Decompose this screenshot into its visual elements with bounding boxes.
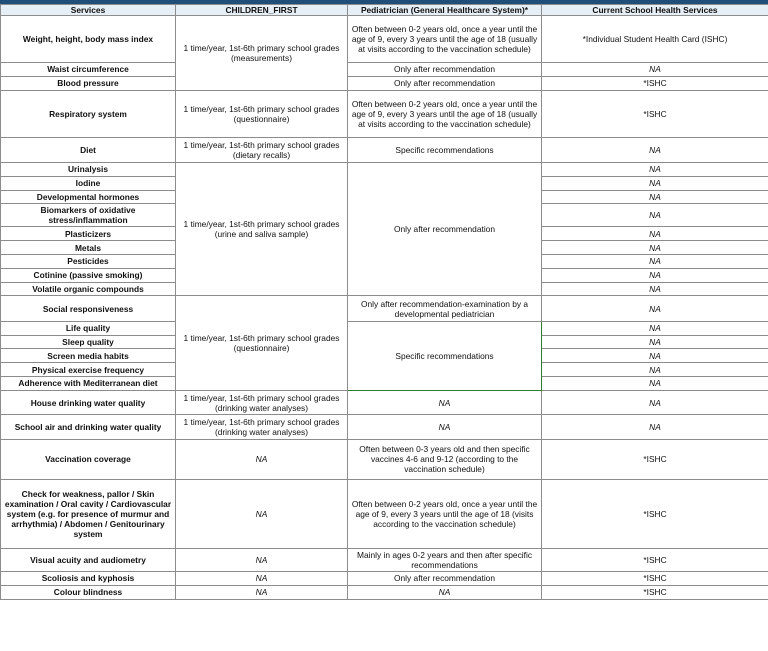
pediatrician-cell: Only after recommendation [348,63,542,77]
school-health-cell: *ISHC [542,548,768,571]
children-first-cell: 1 time/year, 1st-6th primary school grades (dietary recalls) [176,137,348,162]
school-health-cell: NA [542,227,768,241]
header-row [1,5,768,16]
table-row [1,415,768,440]
school-health-cell: NA [542,162,768,176]
school-health-cell: NA [542,321,768,335]
school-health-cell: NA [542,363,768,377]
school-health-cell: NA [542,376,768,390]
children-first-cell: 1 time/year, 1st-6th primary school grades (questionnaire) [176,90,348,137]
children-first-cell: 1 time/year, 1st-6th primary school grades (urine and saliva sample) [176,162,348,295]
service-cell: Life quality [1,321,176,335]
pediatrician-cell: Only after recommendation-examination by a developmental pediatrician [348,296,542,321]
pediatrician-cell: Specific recommendations [348,321,542,390]
school-health-cell: *ISHC [542,90,768,137]
children-first-cell: 1 time/year, 1st-6th primary school grades (measurements) [176,16,348,91]
school-health-cell: *Individual Student Health Card (ISHC) [542,16,768,63]
school-health-cell: NA [542,254,768,268]
service-cell: Blood pressure [1,76,176,90]
pediatrician-cell: NA [348,585,542,599]
service-cell: Biomarkers of oxidative stress/inflammation [1,204,176,227]
school-health-cell: NA [542,415,768,440]
table-row [1,390,768,415]
school-health-cell: NA [542,349,768,363]
service-cell: Visual acuity and audiometry [1,548,176,571]
service-cell: Scoliosis and kyphosis [1,571,176,585]
service-cell: Respiratory system [1,90,176,137]
children-first-cell: NA [176,439,348,479]
pediatrician-cell: Often between 0-2 years old, once a year until the age of 9, every 3 years until the age of 18 (usually at visits according to the vaccination schedule) [348,90,542,137]
service-cell: Adherence with Mediterranean diet [1,376,176,390]
pediatrician-cell: NA [348,415,542,440]
pediatrician-cell: Often between 0-3 years old and then specific vaccines 4-6 and 9-12 (according to the vaccination schedule) [348,439,542,479]
service-cell: Volatile organic compounds [1,282,176,296]
school-health-cell: NA [542,204,768,227]
header-services: Services [1,5,176,16]
pediatrician-cell: Only after recommendation [348,162,542,295]
header-children-first: CHILDREN_FIRST [176,5,348,16]
children-first-cell: NA [176,571,348,585]
table-row [1,76,768,90]
school-health-cell: NA [542,176,768,190]
table-row [1,321,768,335]
school-health-cell: NA [542,190,768,204]
school-health-cell: *ISHC [542,439,768,479]
table-row [1,63,768,77]
school-health-cell: NA [542,335,768,349]
table-row [1,548,768,571]
pediatrician-cell: Only after recommendation [348,76,542,90]
pediatrician-cell: Often between 0-2 years old, once a year until the age of 9, every 3 years until the age of 18 (visits according to the vaccination schedule) [348,479,542,548]
school-health-cell: NA [542,137,768,162]
table-row [1,585,768,599]
school-health-cell: NA [542,282,768,296]
children-first-cell: 1 time/year, 1st-6th primary school grades (drinking water analyses) [176,390,348,415]
service-cell: Diet [1,137,176,162]
service-cell: Sleep quality [1,335,176,349]
service-cell: Pesticides [1,254,176,268]
pediatrician-cell: Mainly in ages 0-2 years and then after specific recommendations [348,548,542,571]
pediatrician-cell: Specific recommendations [348,137,542,162]
service-cell: Vaccination coverage [1,439,176,479]
table-row [1,16,768,63]
table-row [1,296,768,321]
school-health-cell: *ISHC [542,479,768,548]
header-pediatrician: Pediatrician (General Healthcare System)* [348,5,542,16]
table-row [1,162,768,176]
table-row [1,90,768,137]
school-health-cell: *ISHC [542,571,768,585]
service-cell: Developmental hormones [1,190,176,204]
school-health-cell: NA [542,268,768,282]
service-cell: Check for weakness, pallor / Skin examination / Oral cavity / Cardiovascular system (e.g. for presence of murmur and arrhythmia) / Abdomen / Genitourinary system [1,479,176,548]
children-first-cell: 1 time/year, 1st-6th primary school grades (questionnaire) [176,296,348,390]
table-row [1,571,768,585]
service-cell: Iodine [1,176,176,190]
school-health-cell: NA [542,241,768,255]
children-first-cell: 1 time/year, 1st-6th primary school grades (drinking water analyses) [176,415,348,440]
service-cell: Plasticizers [1,227,176,241]
service-cell: Cotinine (passive smoking) [1,268,176,282]
service-cell: House drinking water quality [1,390,176,415]
table-row [1,479,768,548]
service-cell: Social responsiveness [1,296,176,321]
service-cell: School air and drinking water quality [1,415,176,440]
pediatrician-cell: NA [348,390,542,415]
school-health-cell: NA [542,296,768,321]
table-row [1,439,768,479]
health-services-table [0,4,768,600]
table-row [1,137,768,162]
header-school-health: Current School Health Services [542,5,768,16]
school-health-cell: NA [542,390,768,415]
school-health-cell: NA [542,63,768,77]
children-first-cell: NA [176,479,348,548]
service-cell: Metals [1,241,176,255]
pediatrician-cell: Often between 0-2 years old, once a year until the age of 9, every 3 years until the age of 18 (usually at visits according to the vaccination schedule) [348,16,542,63]
service-cell: Weight, height, body mass index [1,16,176,63]
service-cell: Screen media habits [1,349,176,363]
service-cell: Waist circumference [1,63,176,77]
school-health-cell: *ISHC [542,76,768,90]
pediatrician-cell: Only after recommendation [348,571,542,585]
children-first-cell: NA [176,585,348,599]
children-first-cell: NA [176,548,348,571]
service-cell: Colour blindness [1,585,176,599]
service-cell: Urinalysis [1,162,176,176]
school-health-cell: *ISHC [542,585,768,599]
service-cell: Physical exercise frequency [1,363,176,377]
